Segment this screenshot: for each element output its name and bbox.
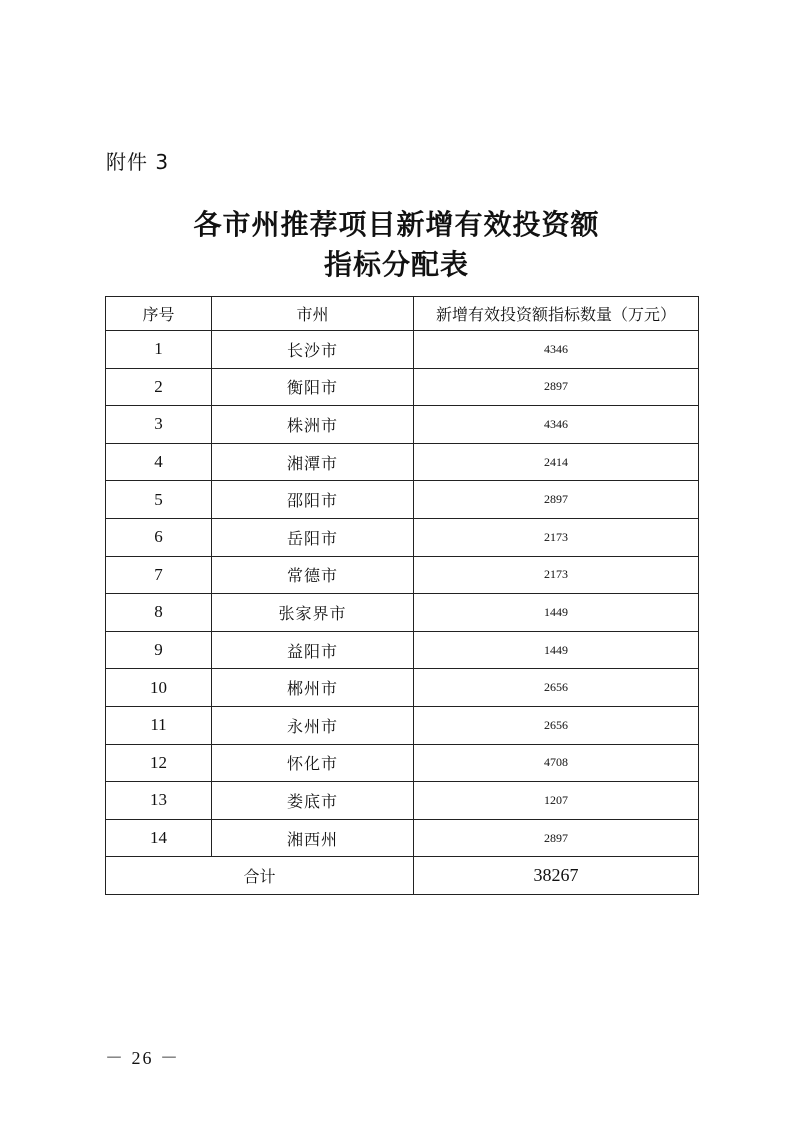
- row-city: 衡阳市: [212, 368, 414, 406]
- row-no: 5: [106, 481, 212, 519]
- row-value: 1207: [414, 782, 699, 820]
- row-city: 湘西州: [212, 819, 414, 857]
- table-row: [106, 331, 699, 369]
- row-value: 2897: [414, 481, 699, 519]
- row-city: 张家界市: [212, 594, 414, 632]
- row-no: 10: [106, 669, 212, 707]
- row-city: 娄底市: [212, 782, 414, 820]
- row-city: 益阳市: [212, 631, 414, 669]
- row-city: 湘潭市: [212, 443, 414, 481]
- total-value: 38267: [414, 857, 699, 895]
- row-value: 2173: [414, 556, 699, 594]
- row-no: 7: [106, 556, 212, 594]
- row-city: 岳阳市: [212, 518, 414, 556]
- table-row: [106, 594, 699, 632]
- header-value: 新增有效投资额指标数量（万元）: [414, 297, 699, 331]
- header-no: 序号: [106, 297, 212, 331]
- table-row: [106, 406, 699, 444]
- row-no: 11: [106, 706, 212, 744]
- row-no: 8: [106, 594, 212, 632]
- table-row: [106, 556, 699, 594]
- document-title-line-2: 指标分配表: [323, 248, 469, 281]
- row-city: 长沙市: [212, 331, 414, 369]
- row-city: 株洲市: [212, 406, 414, 444]
- table-row: [106, 782, 699, 820]
- row-no: 1: [106, 331, 212, 369]
- row-value: 1449: [414, 631, 699, 669]
- table-row: [106, 368, 699, 406]
- row-city: 常德市: [212, 556, 414, 594]
- row-no: 12: [106, 744, 212, 782]
- row-city: 郴州市: [212, 669, 414, 707]
- row-value: 2414: [414, 443, 699, 481]
- table-row: [106, 669, 699, 707]
- table-header-row: [106, 297, 699, 331]
- total-label: 合计: [106, 857, 414, 895]
- row-no: 13: [106, 782, 212, 820]
- row-value: 2173: [414, 518, 699, 556]
- table-row: [106, 819, 699, 857]
- page-number: － 26 －: [105, 1048, 180, 1068]
- total-row: [106, 857, 699, 895]
- row-city: 怀化市: [212, 744, 414, 782]
- row-no: 3: [106, 406, 212, 444]
- row-no: 9: [106, 631, 212, 669]
- table-row: [106, 481, 699, 519]
- table-row: [106, 518, 699, 556]
- table-row: [106, 631, 699, 669]
- table-row: [106, 443, 699, 481]
- row-city: 邵阳市: [212, 481, 414, 519]
- row-value: 2897: [414, 368, 699, 406]
- row-value: 2656: [414, 706, 699, 744]
- row-no: 4: [106, 443, 212, 481]
- row-value: 1449: [414, 594, 699, 632]
- row-value: 4346: [414, 331, 699, 369]
- attachment-label: 附件 3: [106, 150, 170, 174]
- table-row: [106, 744, 699, 782]
- row-city: 永州市: [212, 706, 414, 744]
- row-no: 14: [106, 819, 212, 857]
- row-value: 4708: [414, 744, 699, 782]
- allocation-table: [105, 296, 699, 895]
- document-title-line-1: 各市州推荐项目新增有效投资额: [193, 208, 600, 241]
- row-value: 2897: [414, 819, 699, 857]
- row-value: 2656: [414, 669, 699, 707]
- row-value: 4346: [414, 406, 699, 444]
- header-city: 市州: [212, 297, 414, 331]
- table-row: [106, 706, 699, 744]
- row-no: 6: [106, 518, 212, 556]
- row-no: 2: [106, 368, 212, 406]
